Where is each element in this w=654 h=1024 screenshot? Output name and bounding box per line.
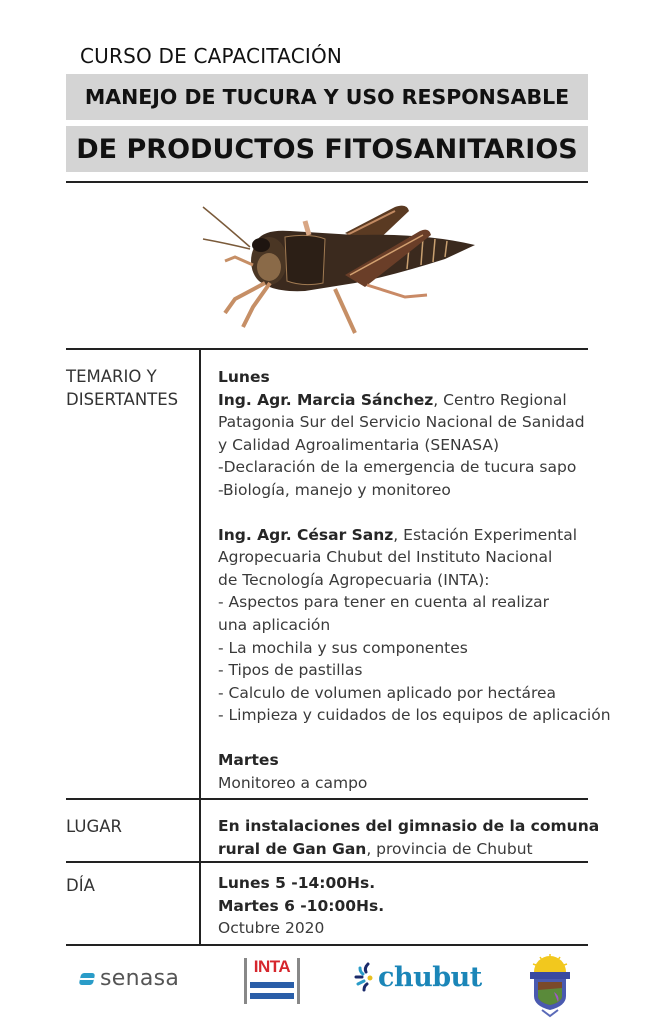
day-1-heading: Lunes xyxy=(218,368,270,386)
header-divider xyxy=(66,181,588,183)
temario-label-line-2: DISERTANTES xyxy=(66,390,179,409)
chubut-sun-icon xyxy=(354,960,378,994)
speaker-2-topic: - Limpieza y cuidados de los equipos de aplicación xyxy=(218,706,611,725)
inta-stripe-icon xyxy=(250,982,294,988)
table-top-rule xyxy=(66,348,588,350)
day-2-heading: Martes xyxy=(218,750,279,769)
gan-gan-shield-icon xyxy=(528,952,572,1018)
speaker-1-affiliation: , Centro Regional xyxy=(433,390,567,409)
table-bottom-rule xyxy=(66,944,588,946)
dia-line-1: Lunes 5 -14:00Hs. xyxy=(218,874,376,892)
senasa-logo xyxy=(80,966,179,991)
speaker-1-topic: -Declaración de la emergencia de tucura sapo xyxy=(218,458,577,477)
grasshopper-image xyxy=(195,195,480,340)
title-line-2: DE PRODUCTOS FITOSANITARIOS xyxy=(76,133,578,165)
lugar-line-2-bold: rural de Gan Gan xyxy=(218,839,367,858)
speaker-2-affiliation-line: Agropecuaria Chubut del Instituto Nacional xyxy=(218,548,553,567)
dia-line-3: Octubre 2020 xyxy=(218,919,325,938)
temario-label-line-1: TEMARIO Y xyxy=(66,367,157,386)
senasa-mark-icon xyxy=(79,973,96,985)
speaker-1-name: Ing. Agr. Marcia Sánchez xyxy=(218,390,434,409)
speaker-2-topic: - La mochila y sus componentes xyxy=(218,638,468,657)
chubut-logo xyxy=(354,960,482,994)
speaker-1-topic: -Biología, manejo y monitoreo xyxy=(218,480,451,499)
sponsor-logos xyxy=(66,952,588,1020)
lugar-line-2-rest: , provincia de Chubut xyxy=(366,839,533,858)
temario-label xyxy=(66,365,178,411)
inta-logo xyxy=(244,958,300,1004)
dia-content xyxy=(218,872,638,940)
speaker-2-affiliation-line: de Tecnología Agropecuaria (INTA): xyxy=(218,570,490,589)
inta-stripe-icon xyxy=(250,993,294,999)
speaker-2-topic: - Calculo de volumen aplicado por hectárea xyxy=(218,683,557,702)
title-band-1 xyxy=(66,74,588,120)
lugar-content xyxy=(218,815,638,860)
speaker-2-topic: - Tipos de pastillas xyxy=(218,661,363,680)
speaker-2-name: Ing. Agr. César Sanz xyxy=(218,525,394,544)
senasa-wordmark: senasa xyxy=(100,966,180,991)
speaker-1-affiliation-line: y Calidad Agroalimentaria (SENASA) xyxy=(218,435,499,454)
speaker-1-affiliation-line: Patagonia Sur del Servicio Nacional de Sanidad xyxy=(218,413,585,432)
inta-wordmark: INTA xyxy=(253,957,291,976)
speaker-2-topic: - Aspectos para tener en cuenta al realizar xyxy=(218,593,549,612)
table-column-divider xyxy=(199,349,201,945)
lugar-label: LUGAR xyxy=(66,817,122,836)
speaker-2-topic: una aplicación xyxy=(218,615,331,634)
lugar-line-1: En instalaciones del gimnasio de la comuna xyxy=(218,817,600,835)
dia-line-2: Martes 6 -10:00Hs. xyxy=(218,896,385,915)
temario-bottom-rule xyxy=(66,798,588,800)
title-line-1: MANEJO DE TUCURA Y USO RESPONSABLE xyxy=(84,85,570,109)
day-2-activity: Monitoreo a campo xyxy=(218,773,368,792)
speaker-2-affiliation: , Estación Experimental xyxy=(393,525,578,544)
course-kicker: CURSO DE CAPACITACIÓN xyxy=(80,44,343,68)
title-band-2 xyxy=(66,126,588,172)
lugar-bottom-rule xyxy=(66,861,588,863)
chubut-wordmark: chubut xyxy=(378,961,482,993)
grasshopper-icon xyxy=(195,195,480,340)
dia-label: DÍA xyxy=(66,876,95,895)
temario-content xyxy=(218,366,638,794)
